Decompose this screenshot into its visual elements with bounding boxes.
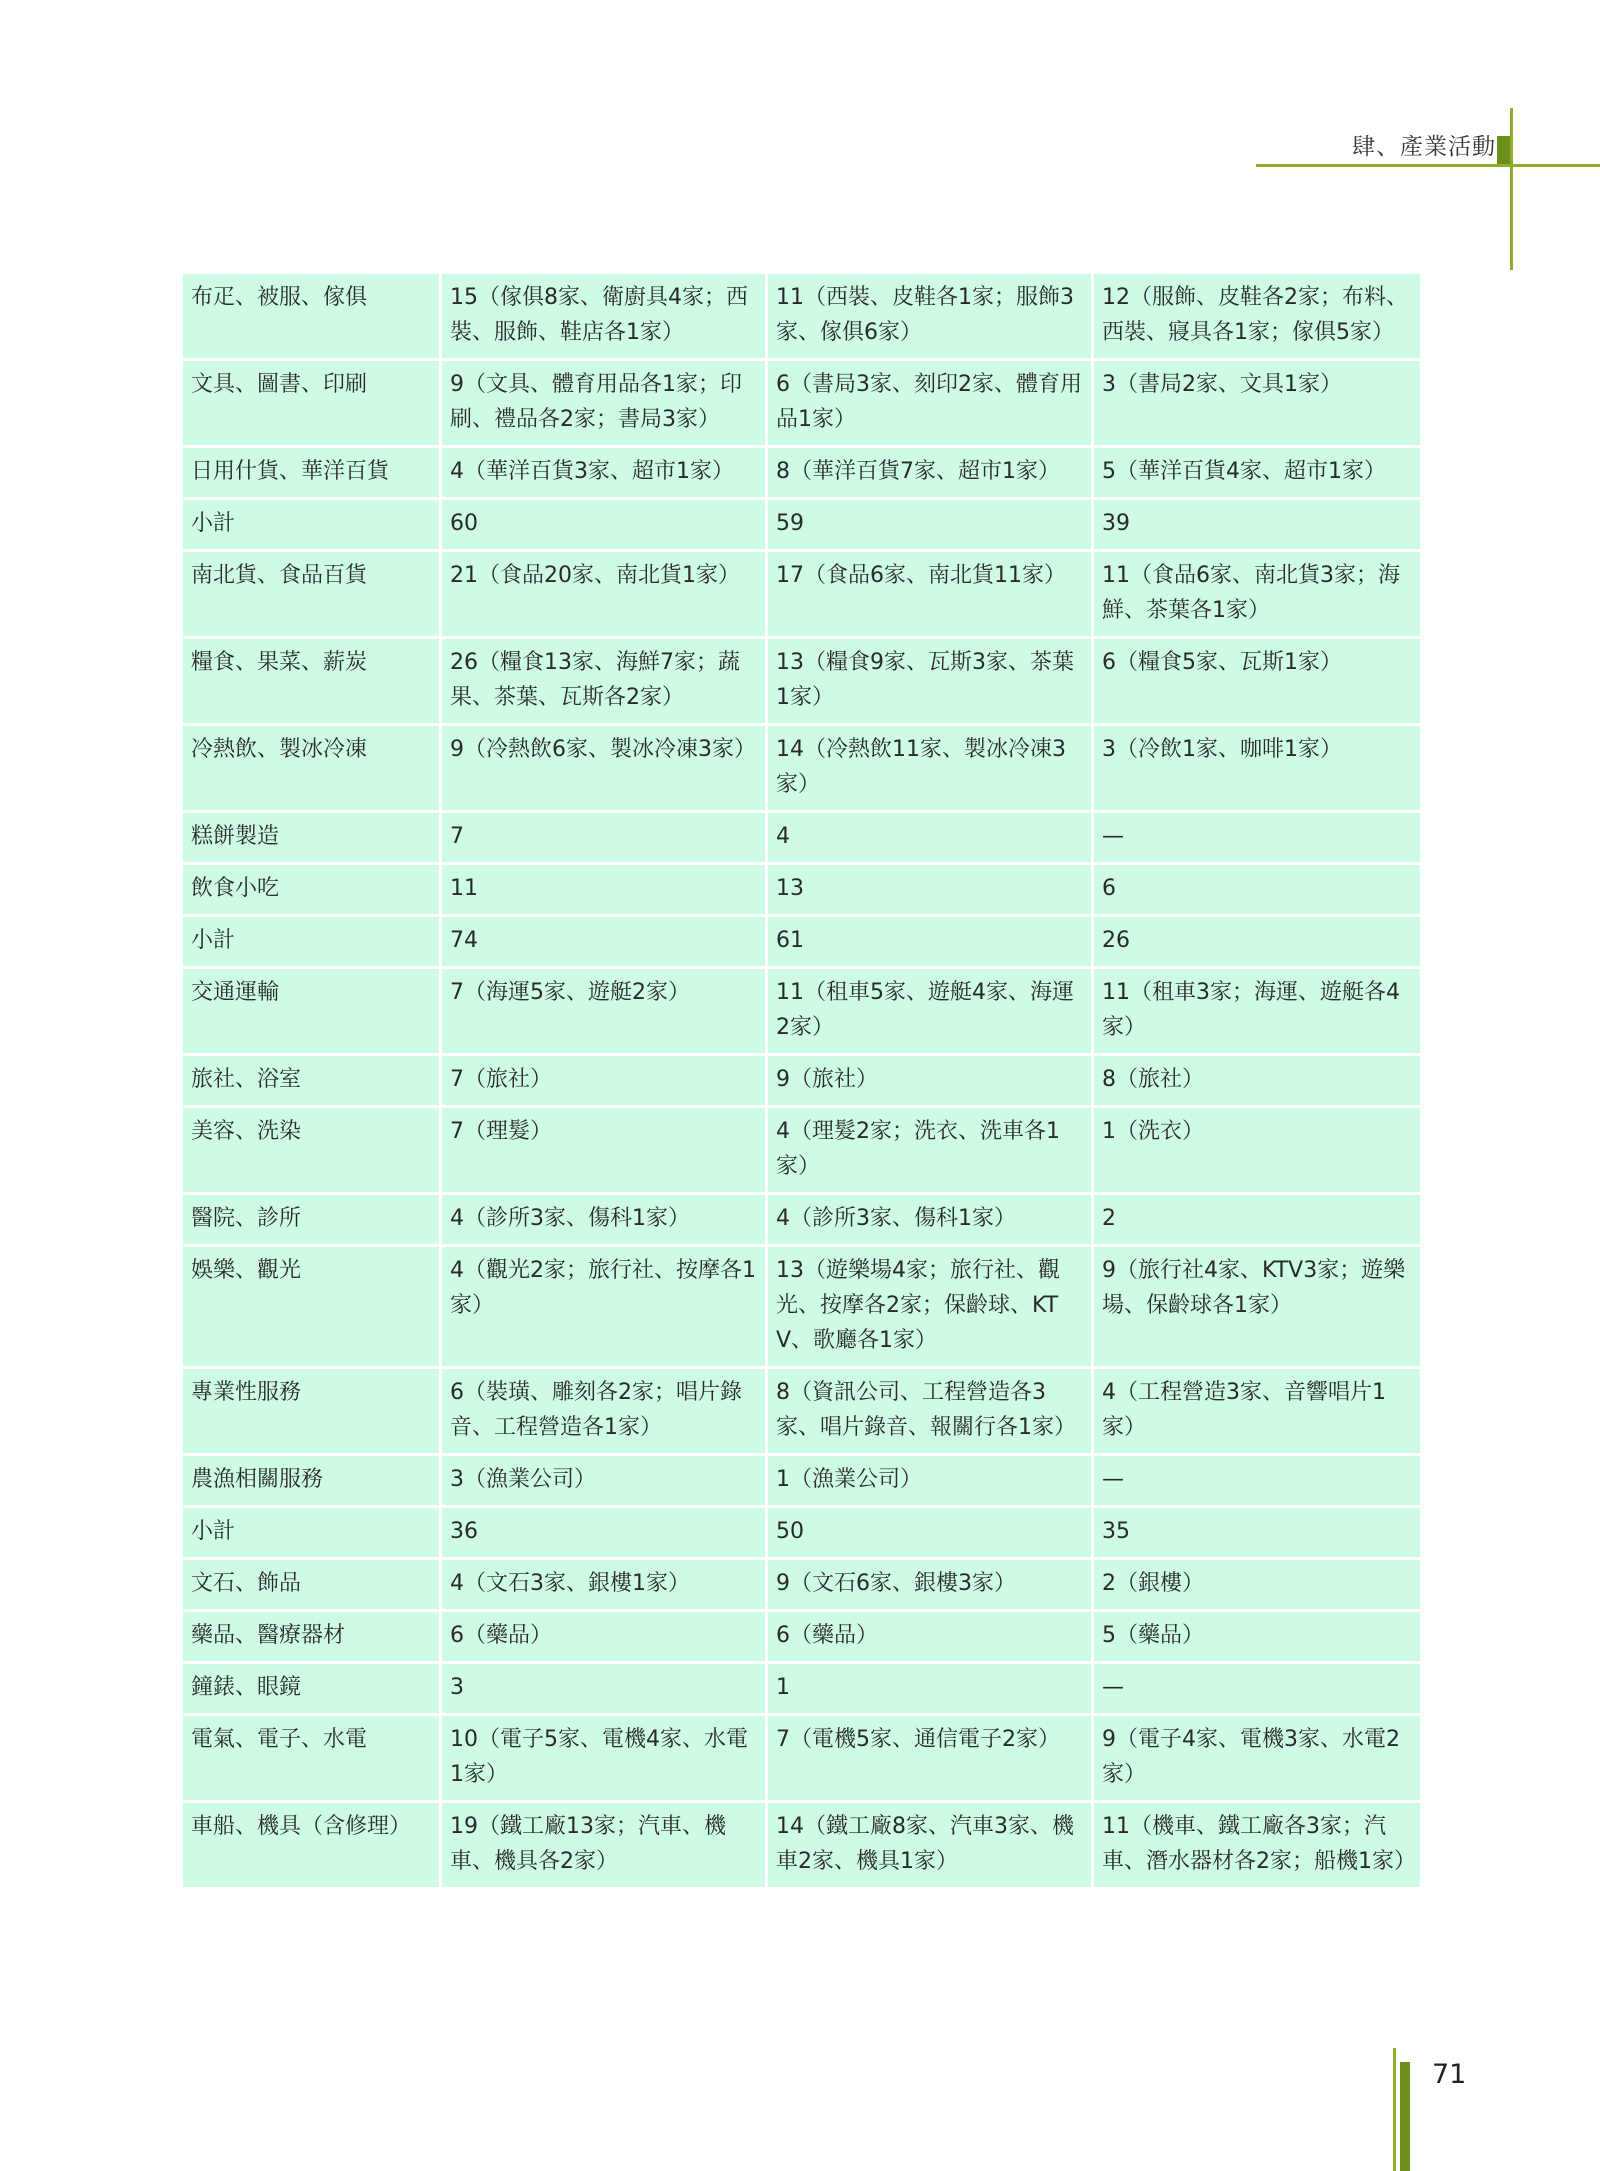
value-cell: 60 bbox=[441, 499, 767, 551]
value-cell: 61 bbox=[767, 916, 1093, 968]
value-cell: 8（華洋百貨7家、超市1家） bbox=[767, 447, 1093, 499]
category-cell: 冷熱飲、製冰冷凍 bbox=[182, 725, 441, 812]
table-row bbox=[182, 499, 1422, 551]
table-row bbox=[182, 1663, 1422, 1715]
category-cell: 糕餅製造 bbox=[182, 812, 441, 864]
table-row bbox=[182, 1559, 1422, 1611]
table-row bbox=[182, 551, 1422, 638]
value-cell: 5（華洋百貨4家、超市1家） bbox=[1093, 447, 1422, 499]
table-row bbox=[182, 812, 1422, 864]
value-cell: 26（糧食13家、海鮮7家；蔬果、茶葉、瓦斯各2家） bbox=[441, 638, 767, 725]
category-cell: 醫院、診所 bbox=[182, 1194, 441, 1246]
category-cell: 娛樂、觀光 bbox=[182, 1246, 441, 1368]
table-row bbox=[182, 1055, 1422, 1107]
value-cell: 11 bbox=[441, 864, 767, 916]
value-cell: 4（工程營造3家、音響唱片1家） bbox=[1093, 1368, 1422, 1455]
value-cell: 36 bbox=[441, 1507, 767, 1559]
value-cell: 21（食品20家、南北貨1家） bbox=[441, 551, 767, 638]
value-cell: 7（電機5家、通信電子2家） bbox=[767, 1715, 1093, 1802]
category-cell: 糧食、果菜、薪炭 bbox=[182, 638, 441, 725]
value-cell: 13（糧食9家、瓦斯3家、茶葉1家） bbox=[767, 638, 1093, 725]
page-number: 71 bbox=[1432, 2059, 1467, 2090]
category-cell: 旅社、浴室 bbox=[182, 1055, 441, 1107]
category-cell: 美容、洗染 bbox=[182, 1107, 441, 1194]
table-row bbox=[182, 1368, 1422, 1455]
value-cell: 12（服飾、皮鞋各2家；布料、西裝、寢具各1家；傢俱5家） bbox=[1093, 273, 1422, 360]
table-row bbox=[182, 1802, 1422, 1889]
value-cell: 2 bbox=[1093, 1194, 1422, 1246]
category-cell: 小計 bbox=[182, 916, 441, 968]
category-cell: 農漁相關服務 bbox=[182, 1455, 441, 1507]
value-cell: 19（鐵工廠13家；汽車、機車、機具各2家） bbox=[441, 1802, 767, 1889]
value-cell: 3（漁業公司） bbox=[441, 1455, 767, 1507]
value-cell: 4（華洋百貨3家、超市1家） bbox=[441, 447, 767, 499]
header-horizontal-rule bbox=[1256, 164, 1600, 167]
table-row bbox=[182, 1715, 1422, 1802]
category-cell: 小計 bbox=[182, 1507, 441, 1559]
value-cell: 7（海運5家、遊艇2家） bbox=[441, 968, 767, 1055]
category-cell: 布疋、被服、傢俱 bbox=[182, 273, 441, 360]
category-cell: 飲食小吃 bbox=[182, 864, 441, 916]
value-cell: 9（旅社） bbox=[767, 1055, 1093, 1107]
value-cell: 4（文石3家、銀樓1家） bbox=[441, 1559, 767, 1611]
header-vertical-rule bbox=[1510, 108, 1513, 270]
value-cell: 3（書局2家、文具1家） bbox=[1093, 360, 1422, 447]
value-cell: 9（電子4家、電機3家、水電2家） bbox=[1093, 1715, 1422, 1802]
value-cell: 9（文具、體育用品各1家；印刷、禮品各2家；書局3家） bbox=[441, 360, 767, 447]
category-cell: 文具、圖書、印刷 bbox=[182, 360, 441, 447]
table-row bbox=[182, 1246, 1422, 1368]
value-cell: 4（理髮2家；洗衣、洗車各1家） bbox=[767, 1107, 1093, 1194]
category-cell: 鐘錶、眼鏡 bbox=[182, 1663, 441, 1715]
table-row bbox=[182, 1611, 1422, 1663]
value-cell: 7（旅社） bbox=[441, 1055, 767, 1107]
value-cell: 50 bbox=[767, 1507, 1093, 1559]
value-cell: 1（漁業公司） bbox=[767, 1455, 1093, 1507]
value-cell: 59 bbox=[767, 499, 1093, 551]
category-cell: 車船、機具（含修理） bbox=[182, 1802, 441, 1889]
table-row bbox=[182, 968, 1422, 1055]
value-cell: 39 bbox=[1093, 499, 1422, 551]
value-cell: 10（電子5家、電機4家、水電1家） bbox=[441, 1715, 767, 1802]
value-cell: — bbox=[1093, 1455, 1422, 1507]
table-row bbox=[182, 916, 1422, 968]
category-cell: 藥品、醫療器材 bbox=[182, 1611, 441, 1663]
footer-accent-bar bbox=[1400, 2062, 1410, 2171]
table-row bbox=[182, 1455, 1422, 1507]
value-cell: 6（藥品） bbox=[767, 1611, 1093, 1663]
table-row bbox=[182, 725, 1422, 812]
chapter-title: 肆、產業活動 bbox=[1352, 134, 1496, 160]
category-cell: 電氣、電子、水電 bbox=[182, 1715, 441, 1802]
table-row bbox=[182, 1194, 1422, 1246]
table-row bbox=[182, 864, 1422, 916]
value-cell: 7（理髮） bbox=[441, 1107, 767, 1194]
value-cell: 13 bbox=[767, 864, 1093, 916]
table-row bbox=[182, 638, 1422, 725]
value-cell: 5（藥品） bbox=[1093, 1611, 1422, 1663]
value-cell: 6（糧食5家、瓦斯1家） bbox=[1093, 638, 1422, 725]
value-cell: 11（食品6家、南北貨3家；海鮮、茶葉各1家） bbox=[1093, 551, 1422, 638]
value-cell: 14（鐵工廠8家、汽車3家、機車2家、機具1家） bbox=[767, 1802, 1093, 1889]
value-cell: 35 bbox=[1093, 1507, 1422, 1559]
value-cell: 26 bbox=[1093, 916, 1422, 968]
value-cell: 1（洗衣） bbox=[1093, 1107, 1422, 1194]
category-cell: 日用什貨、華洋百貨 bbox=[182, 447, 441, 499]
value-cell: — bbox=[1093, 812, 1422, 864]
value-cell: 3 bbox=[441, 1663, 767, 1715]
header-accent-block bbox=[1497, 136, 1511, 164]
value-cell: 11（西裝、皮鞋各1家；服飾3家、傢俱6家） bbox=[767, 273, 1093, 360]
value-cell: 4 bbox=[767, 812, 1093, 864]
value-cell: 4（診所3家、傷科1家） bbox=[441, 1194, 767, 1246]
value-cell: 11（機車、鐵工廠各3家；汽車、潛水器材各2家；船機1家） bbox=[1093, 1802, 1422, 1889]
table-row bbox=[182, 273, 1422, 360]
footer-vertical-rule bbox=[1393, 2048, 1396, 2171]
value-cell: 7 bbox=[441, 812, 767, 864]
value-cell: — bbox=[1093, 1663, 1422, 1715]
value-cell: 9（旅行社4家、KTV3家；遊樂場、保齡球各1家） bbox=[1093, 1246, 1422, 1368]
value-cell: 17（食品6家、南北貨11家） bbox=[767, 551, 1093, 638]
category-cell: 南北貨、食品百貨 bbox=[182, 551, 441, 638]
industry-table bbox=[180, 271, 1423, 1890]
category-cell: 專業性服務 bbox=[182, 1368, 441, 1455]
value-cell: 1 bbox=[767, 1663, 1093, 1715]
value-cell: 2（銀樓） bbox=[1093, 1559, 1422, 1611]
value-cell: 8（旅社） bbox=[1093, 1055, 1422, 1107]
value-cell: 9（冷熱飲6家、製冰冷凍3家） bbox=[441, 725, 767, 812]
value-cell: 15（傢俱8家、衛廚具4家；西裝、服飾、鞋店各1家） bbox=[441, 273, 767, 360]
value-cell: 6（裝璜、雕刻各2家；唱片錄音、工程營造各1家） bbox=[441, 1368, 767, 1455]
value-cell: 74 bbox=[441, 916, 767, 968]
value-cell: 6（藥品） bbox=[441, 1611, 767, 1663]
table-body bbox=[182, 273, 1422, 1889]
value-cell: 4（診所3家、傷科1家） bbox=[767, 1194, 1093, 1246]
value-cell: 6（書局3家、刻印2家、體育用品1家） bbox=[767, 360, 1093, 447]
table-row bbox=[182, 360, 1422, 447]
value-cell: 6 bbox=[1093, 864, 1422, 916]
table-row bbox=[182, 1507, 1422, 1559]
value-cell: 14（冷熱飲11家、製冰冷凍3家） bbox=[767, 725, 1093, 812]
value-cell: 11（租車3家；海運、遊艇各4家） bbox=[1093, 968, 1422, 1055]
category-cell: 文石、飾品 bbox=[182, 1559, 441, 1611]
category-cell: 小計 bbox=[182, 499, 441, 551]
value-cell: 3（冷飲1家、咖啡1家） bbox=[1093, 725, 1422, 812]
value-cell: 11（租車5家、遊艇4家、海運2家） bbox=[767, 968, 1093, 1055]
table-row bbox=[182, 447, 1422, 499]
value-cell: 8（資訊公司、工程營造各3家、唱片錄音、報關行各1家） bbox=[767, 1368, 1093, 1455]
value-cell: 9（文石6家、銀樓3家） bbox=[767, 1559, 1093, 1611]
table-row bbox=[182, 1107, 1422, 1194]
value-cell: 13（遊樂場4家；旅行社、觀光、按摩各2家；保齡球、KTV、歌廳各1家） bbox=[767, 1246, 1093, 1368]
category-cell: 交通運輸 bbox=[182, 968, 441, 1055]
value-cell: 4（觀光2家；旅行社、按摩各1家） bbox=[441, 1246, 767, 1368]
